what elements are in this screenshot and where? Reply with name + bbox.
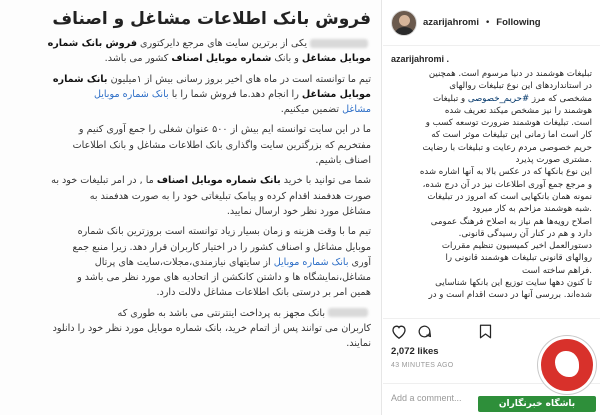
caption-line: .شبه هوشمند مزاحم به کار میرود	[472, 204, 592, 215]
text-run: شما می توانید با خرید	[280, 175, 371, 187]
header-separator: •	[484, 17, 491, 28]
text-run: آوری	[348, 256, 371, 268]
text-run: تیم ما توانسته است در ماه های اخیر بروز رسانی بیش از ۱میلیون	[107, 73, 371, 85]
text-run: بانک مجهز به پرداخت اینترنتی می باشد به طوری که	[117, 307, 325, 319]
caption-line: شده‌اند. بررسی آنها در دست اقدام است و در	[428, 290, 592, 301]
redacted-text	[310, 39, 368, 48]
caption-username[interactable]: azarijahromi .	[391, 54, 450, 64]
post-timestamp: 43 MINUTES AGO	[391, 362, 454, 369]
caption-line: روالهای قانونی تبلیغات هوشمند قانونی را	[445, 253, 592, 264]
article-line	[6, 336, 371, 351]
article-line	[6, 138, 371, 153]
caption-line: است. تبلیغات هوشمند ضرورت توسعه کسب و	[425, 118, 592, 129]
caption-line: .فراهم ساخته است	[521, 265, 592, 276]
caption-text	[391, 68, 592, 302]
redacted-text	[328, 308, 368, 317]
watermark-emblem	[538, 336, 596, 394]
article-line	[6, 270, 371, 285]
avatar[interactable]	[391, 10, 417, 36]
article-line	[6, 240, 371, 255]
article-line	[6, 255, 371, 270]
bold-text: شماره موبایل اصناف	[171, 53, 272, 65]
hashtag-link[interactable]: #حریم_خصوصی	[467, 93, 530, 104]
caption-line: مشخصی که مرز #حریم_خصوصی و تبلیغات	[432, 93, 592, 104]
caption-line: اصلاح رویه‌ها هم نیاز به اصلاح فرهنگ عمومی	[430, 216, 592, 227]
article-line	[6, 36, 371, 51]
text-run: مشاغل،نمایشگاه ها و داشتن کانکشن از اتحادیه های مورد نظر می باشد و	[77, 272, 371, 284]
caption-line: دارد و هم در کنار آن رسیدگی قانونی.	[458, 228, 592, 239]
post-header	[383, 0, 600, 46]
caption-line: در استانداردهای این نوع تبلیغات روالهای	[449, 81, 592, 92]
bold-text: بانک شماره موبایل اصناف	[156, 175, 281, 187]
text-run: مشاغل مورد نظر خود ارسال نمایید.	[226, 205, 371, 217]
text-run: یکی از برترین سایت های مرجع دایرکتوری	[137, 38, 307, 49]
article-link: بانک شماره موبایل	[93, 88, 169, 100]
caption-line: و مرجع جمع آوری اطلاعات نیز در آن درج شده،	[422, 179, 592, 190]
article-link: مشاغل	[342, 104, 371, 116]
text-run: تیم ما با وقت هزینه و زمان بسیار زیاد توانسته است بروزترین بانک شماره	[77, 226, 371, 238]
bold-text: بانک شماره	[52, 73, 108, 85]
caption-line: حریم خصوصی مردم رعایت و تبلیغات با رضایت	[422, 142, 592, 153]
article-line	[6, 285, 371, 300]
header-username[interactable]: azarijahromi	[423, 17, 479, 28]
caption-line: هوشمند را نیز مشخص میکند تعریف شده	[444, 105, 592, 116]
article-line	[6, 51, 371, 66]
comment-icon[interactable]	[417, 324, 432, 339]
article-link: بانک شماره موبایل	[273, 256, 349, 268]
bold-text: موبایل مشاغل	[301, 53, 371, 65]
comment-input[interactable]: Add a comment...	[383, 383, 600, 415]
text-run: کاربران می توانند پس از اتمام خرید، بانک شماره موبایل مورد نظر خود را دانلود	[52, 323, 371, 335]
text-run: مفتخریم که بزرگترین سایت واگذاری بانک اطلاعات مشاغل و بانک اطلاعات	[72, 139, 371, 151]
caption-line: نمونه همان بانکهایی است که امروز در تبلیغات	[427, 191, 592, 202]
article-line	[6, 122, 371, 137]
article-line	[6, 306, 371, 321]
likes-count[interactable]: 2,072 likes	[391, 346, 439, 357]
article-line	[6, 204, 371, 219]
watermark-text: باشگاه خبرنگاران	[478, 396, 596, 412]
text-run: اصناف باشیم.	[315, 155, 371, 167]
text-run: نمایند.	[346, 338, 371, 350]
bold-text: فروش بانک شماره	[47, 38, 137, 49]
article-body	[6, 36, 371, 352]
text-run: تضمین میکنیم.	[280, 104, 343, 116]
article-line	[6, 87, 371, 102]
text-run: همین امر بر درستی بانک اطلاعات مشاغل دلالت دارد.	[156, 287, 371, 299]
caption-line: دستورالعمل اخیر کمیسیون تنظیم مقررات	[441, 241, 592, 252]
bold-text: موبایل مشاغل	[301, 88, 371, 100]
caption-line: کار است اما زمانی این تبلیغات موثر است که	[431, 130, 592, 141]
article-line	[6, 102, 371, 117]
text-run: از سایتهای نیازمندی،مجلات،سایت های پرتال	[94, 256, 274, 268]
caption-line: تا کنون دهها سایت توزیع این بانکها شناسایی	[435, 278, 592, 289]
caption	[383, 46, 600, 309]
caption-line: .مشتری صورت پذیرد	[515, 155, 592, 166]
article-line	[6, 173, 371, 188]
article-line	[6, 72, 371, 87]
caption-line: این نوع بانکها که در عکس بالا به آنها اشاره شده	[419, 167, 592, 178]
caption-line: تبلیغات هوشمند در دنیا مرسوم است. همچنین	[428, 69, 592, 79]
heart-icon[interactable]	[391, 324, 407, 339]
text-run: ما در این سایت توانسته ایم بیش از ۵۰۰ عنوان شغلی را جمع آوری کنیم و	[78, 124, 371, 136]
article-title: فروش بانک اطلاعات مشاغل و اصناف	[52, 9, 371, 29]
article-line	[6, 189, 371, 204]
text-run: را انجام دهد.ما فروش شما را با	[168, 88, 302, 100]
article-line	[6, 321, 371, 336]
watermark-logo	[478, 336, 596, 412]
text-run: ما , در امر تبلیغات خود به	[51, 175, 157, 187]
article-line	[6, 153, 371, 168]
article-line	[6, 224, 371, 239]
text-run: و بانک	[271, 53, 302, 65]
text-run: صورت هدفمند اقدام کرده و پیامک تبلیغاتی خود را به صورت هدفمند به	[89, 190, 371, 202]
following-button[interactable]: Following	[496, 17, 541, 28]
text-run: کشور می باشد.	[104, 53, 172, 65]
text-run: موبایل مشاغل و اصناف کشور را در اختیار کاربران قرار دهد. زیرا منبع جمع	[72, 241, 371, 253]
